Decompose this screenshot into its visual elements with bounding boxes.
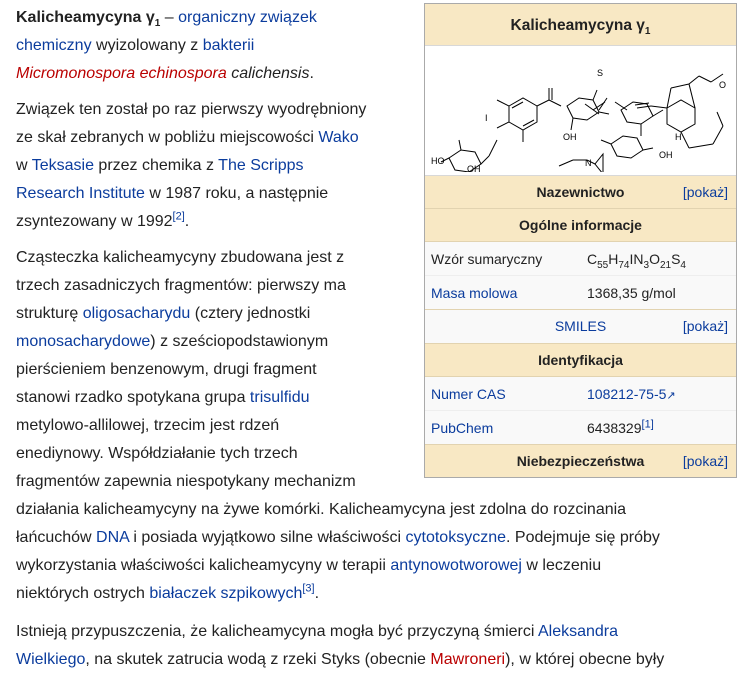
link-chemical-compound[interactable]: chemiczny: [16, 37, 92, 54]
paragraph-alexander: Istnieją przypuszczenia, że kalicheamycyna mogła być przyczyną śmierci Aleksandra Wielkiego, na skutek zatrucia wodą z rzeki Styks (obecnie Mawroneri), w której obecne były: [16, 623, 665, 668]
molar-mass-link[interactable]: Masa molowa: [431, 284, 518, 301]
link-alexander-2[interactable]: Wielkiego: [16, 651, 86, 668]
label-h: H: [675, 132, 682, 142]
link-cytotoxic[interactable]: cytotoksyczne: [405, 529, 506, 546]
pubchem-value: 6438329: [587, 419, 642, 436]
paragraph-structure: Cząsteczka kalicheamycyny zbudowana jest z trzech zasadniczych fragmentów: pierwszy ma strukturę oligosacharydu (cztery jednostki monosacharydowe) z sześciopodstawionym pierścieniem benzenowym, drugi fragment stanowi rzadko spotykana grupa trisulfidu metylowo-allilowej, trzecim jest rdzeń enediynowy. Współdziałanie tych trzech fragmentów zapewnia niespotykany mechanizm działania kalicheamycyny na żywe komórki. Kalicheamycyna jest zdolna do rozcinania łańcuchów DNA i posiada wyjątkowo silne właściwości cytotoksyczne. Podejmuje się próby wykorzystania właściwości kalicheamycyny w terapii antynowotworowej w leczeniu niektórych ostrych białaczek szpikowych[3].: [16, 249, 660, 602]
smiles-link[interactable]: SMILES: [554, 318, 607, 334]
label-oh-2: OH: [563, 132, 577, 142]
label-n: N: [585, 158, 592, 168]
infobox-title: Kalicheamycyna $\gamma_1$: [425, 4, 736, 46]
link-wako[interactable]: Wako: [318, 129, 359, 146]
label-oh-3: OH: [659, 150, 673, 160]
link-leukemia[interactable]: białaczek szpikowych: [149, 585, 303, 602]
link-monosaccharide[interactable]: monosacharydowe: [16, 333, 151, 350]
ref-2[interactable]: [2]: [172, 210, 185, 223]
cas-number-link[interactable]: 108212-75-5: [587, 385, 667, 402]
paragraph-history: Związek ten został po raz pierwszy wyodrębniony ze skał zebranych w pobliżu miejscowości Wako w Teksasie przez chemika z The Scripps Research Institute w 1987 roku, a następnie zsyntezowany w 1992[2].: [16, 101, 367, 230]
label-ho-1: HO: [431, 156, 445, 166]
hazards-toggle[interactable]: [pokaż]: [682, 453, 728, 469]
enediyne-core: [667, 100, 695, 132]
label-sulfur: S: [597, 68, 604, 78]
formula-value: $C_{55}H_{74}IN_3O_{21}S_4$: [587, 250, 686, 271]
paragraph-intro: Kalicheamycyna $\gamma_1$ – organiczny związek chemiczny wyizolowany z bakterii Micromonospora echinospora calichensis.: [16, 9, 317, 82]
sugar-ring-c: [621, 102, 653, 124]
link-texas[interactable]: Teksasie: [31, 157, 94, 174]
link-trisulfide[interactable]: trisulfidu: [249, 389, 310, 406]
benzene-ring: [509, 98, 537, 130]
pubchem-ref[interactable]: [1]: [641, 417, 654, 430]
nomenclature-toggle[interactable]: [pokaż]: [682, 184, 728, 200]
section-nomenclature: Nazewnictwo [pokaż]: [425, 176, 736, 209]
label-oh-1: OH: [467, 164, 481, 172]
link-oligosaccharide[interactable]: oligosacharydu: [82, 305, 191, 322]
link-alexander-1[interactable]: Aleksandra: [537, 623, 619, 640]
section-hazards: Niebezpieczeństwa [pokaż]: [425, 445, 736, 477]
structure-image[interactable]: [425, 46, 736, 176]
external-link-icon: ↗: [666, 389, 676, 402]
molar-mass-value: 1368,35 g/mol: [587, 284, 676, 301]
calicheamicin-structure-diagram: [427, 48, 735, 172]
label-o: O: [719, 80, 727, 90]
smiles-toggle[interactable]: [pokaż]: [682, 318, 728, 334]
cas-link[interactable]: Numer CAS: [431, 385, 506, 402]
section-general-info: Ogólne informacje: [425, 209, 736, 242]
link-mavroneri[interactable]: Mawroneri: [430, 651, 506, 668]
ref-3[interactable]: [3]: [302, 582, 315, 595]
link-bacteria[interactable]: bakterii: [202, 37, 255, 54]
link-antitumor[interactable]: antynowotworowej: [390, 557, 522, 574]
link-micromonospora[interactable]: Micromonospora echinospora: [16, 65, 227, 82]
link-dna[interactable]: DNA: [96, 529, 129, 546]
section-identification: Identyfikacja: [425, 344, 736, 377]
link-scripps-2[interactable]: Research Institute: [16, 185, 145, 202]
label-iodine: I: [485, 113, 488, 123]
link-scripps-1[interactable]: The Scripps: [218, 157, 304, 174]
amine-fragment: [595, 154, 603, 172]
pubchem-link[interactable]: PubChem: [431, 419, 494, 436]
formula-label: Wzór sumaryczny: [431, 250, 543, 267]
link-organic-compound[interactable]: organiczny związek: [178, 9, 317, 26]
sugar-ring-d: [611, 136, 643, 158]
